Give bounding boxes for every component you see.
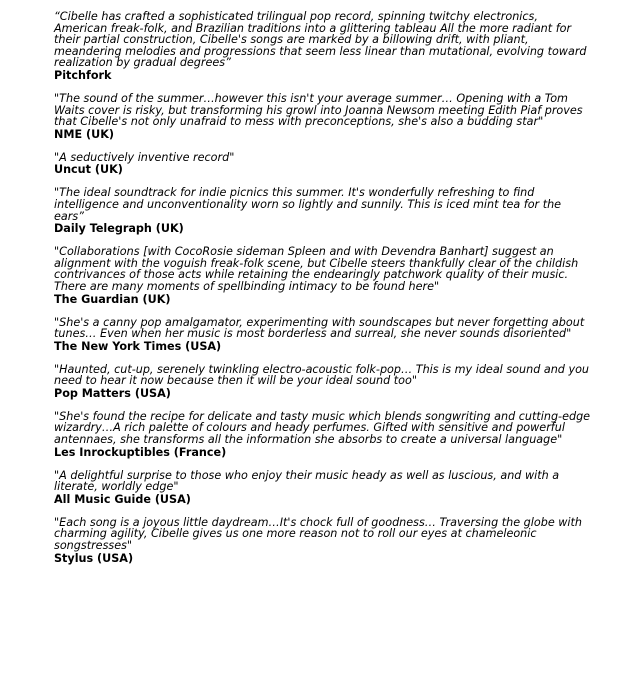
review-quote: "A delightful surprise to those who enjoy their music heady as well as luscious, and with a literate, worldly edge" (54, 468, 560, 494)
review-daily-telegraph (54, 187, 591, 235)
review-source: Uncut (UK) (54, 163, 123, 177)
review-source: Les Inrockuptibles (France) (54, 445, 227, 459)
review-source: Pitchfork (54, 68, 112, 82)
review-all-music-guide (54, 470, 591, 506)
review-source: Daily Telegraph (UK) (54, 222, 184, 236)
review-quote: "She's found the recipe for delicate and tasty music which blends songwriting and cutting-edge wizardry…A rich palette of colours and heady perfumes. Gifted with sensitive and powerful antennaes, she transforms all the information she absorbs to create a universal language" (54, 409, 591, 447)
review-pitchfork (54, 11, 591, 82)
review-new-york-times (54, 317, 591, 353)
review-les-inrockuptibles (54, 411, 591, 459)
review-stylus (54, 517, 591, 565)
review-source: Stylus (USA) (54, 551, 134, 565)
review-guardian (54, 246, 591, 305)
review-pop-matters (54, 364, 591, 400)
review-quote: "The ideal soundtrack for indie picnics this summer. It's wonderfully refreshing to find intelligence and unconventionality worn so lightly and sunnily. This is iced mint tea for the ears” (54, 186, 562, 223)
review-quote: "Haunted, cut-up, serenely twinkling electro-acoustic folk-pop… This is my ideal sound and you need to hear it now because then it will be your ideal sound too" (54, 362, 590, 388)
review-source: Pop Matters (USA) (54, 386, 171, 400)
review-quote: "The sound of the summer…however this isn't your average summer… Opening with a Tom Waits cover is risky, but transforming his growl into Joanna Newsom meeting Edith Piaf proves that Cibelle's not only unafraid to mess with preconceptions, she's also a budding star" (54, 91, 583, 129)
review-source: NME (UK) (54, 127, 115, 141)
review-source: All Music Guide (USA) (54, 492, 191, 506)
review-source: The New York Times (USA) (54, 339, 222, 353)
review-uncut (54, 152, 591, 177)
review-quote: “Cibelle has crafted a sophisticated trilingual pop record, spinning twitchy electronics, American freak-folk, and Brazilian traditions into a glittering tableau All the more radiant for their partial construction, Cibelle's songs are marked by a billowing drift, with pliant, meandering melodies and progressions that seem less linear than mutational, evolving toward realization by gradual degrees” (54, 10, 587, 70)
review-nme (54, 93, 591, 141)
review-source: The Guardian (UK) (54, 292, 171, 306)
review-quote: "Collaborations [with CocoRosie sideman Spleen and with Devendra Banhart] suggest an alignment with the voguish freak-folk scene, but Cibelle steers thankfully clear of the childish contrivances of those acts while retaining the endearingly patchwork quality of their music. There are many moments of spellbinding intimacy to be found here" (54, 245, 579, 293)
review-quote: "A seductively inventive record" (54, 150, 235, 164)
review-quote: "She's a canny pop amalgamator, experimenting with soundscapes but never forgetting about tunes… Even when her music is most borderless and surreal, she never sounds disoriented" (54, 315, 585, 341)
review-quote: "Each song is a joyous little daydream…It's chock full of goodness… Traversing the globe with charming agility, Cibelle gives us one more reason not to roll our eyes at chameleonic songstresses" (54, 515, 583, 553)
